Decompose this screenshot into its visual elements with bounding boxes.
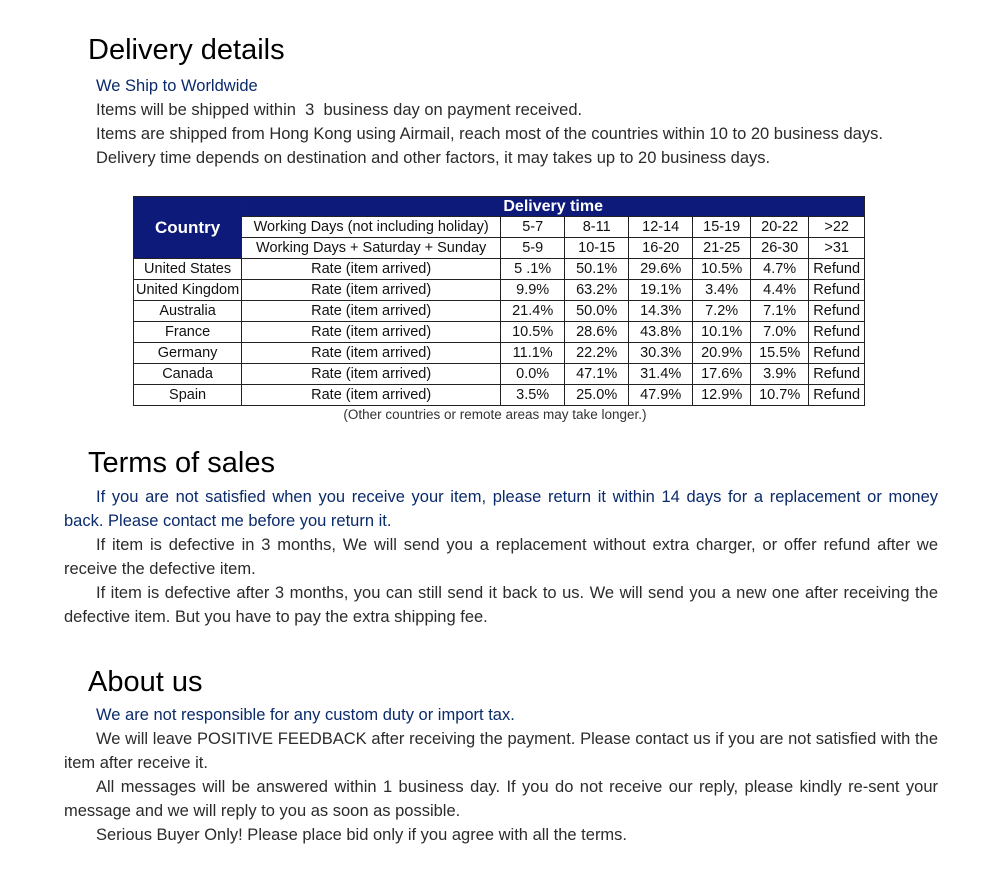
table-cell: >31 — [809, 238, 865, 259]
table-cell: 7.1% — [751, 301, 809, 322]
country-cell: France — [134, 322, 242, 343]
table-cell: 7.2% — [693, 301, 751, 322]
table-cell: 30.3% — [629, 343, 693, 364]
rate-label-cell: Rate (item arrived) — [242, 301, 501, 322]
working-days-row — [134, 217, 865, 238]
table-cell: Refund — [809, 322, 865, 343]
table-cell: 50.1% — [565, 259, 629, 280]
table-cell: 20-22 — [751, 217, 809, 238]
all-days-row — [134, 238, 865, 259]
delivery-line-2: Items are shipped from Hong Kong using Airmail, reach most of the countries within 10 to 20 business days. — [96, 125, 883, 143]
table-row — [134, 301, 865, 322]
terms-paragraph-2: If item is defective in 3 months, We will send you a replacement without extra charger, or offer refund after we receive the defective item. — [64, 536, 938, 578]
table-cell: 28.6% — [565, 322, 629, 343]
table-cell: 31.4% — [629, 364, 693, 385]
about-heading: About us — [88, 666, 203, 698]
table-header-row — [134, 197, 865, 217]
table-cell: 5-7 — [501, 217, 565, 238]
working-days-label: Working Days (not including holiday) — [242, 217, 501, 238]
table-cell: Refund — [809, 364, 865, 385]
table-cell: 43.8% — [629, 322, 693, 343]
rate-label-cell: Rate (item arrived) — [242, 280, 501, 301]
country-cell: United States — [134, 259, 242, 280]
table-row — [134, 322, 865, 343]
about-paragraph-1: We will leave POSITIVE FEEDBACK after receiving the payment. Please contact us if you are not satisfied with the item after receive it. — [64, 730, 938, 772]
table-row — [134, 343, 865, 364]
table-cell: 3.9% — [751, 364, 809, 385]
table-cell: Refund — [809, 280, 865, 301]
table-row — [134, 259, 865, 280]
delivery-time-table — [133, 196, 865, 406]
table-cell: 19.1% — [629, 280, 693, 301]
table-cell: 11.1% — [501, 343, 565, 364]
table-cell: 10.5% — [501, 322, 565, 343]
table-row — [134, 385, 865, 406]
table-cell: Refund — [809, 301, 865, 322]
ship-worldwide-line: We Ship to Worldwide — [96, 77, 258, 95]
all-days-label: Working Days + Saturday + Sunday — [242, 238, 501, 259]
table-cell: 17.6% — [693, 364, 751, 385]
table-cell: 20.9% — [693, 343, 751, 364]
table-cell: 3.4% — [693, 280, 751, 301]
table-cell: 21-25 — [693, 238, 751, 259]
country-cell: Spain — [134, 385, 242, 406]
table-cell: 4.4% — [751, 280, 809, 301]
table-row — [134, 364, 865, 385]
table-row — [134, 280, 865, 301]
table-cell: Refund — [809, 259, 865, 280]
country-cell: Canada — [134, 364, 242, 385]
country-cell: Australia — [134, 301, 242, 322]
table-cell: 25.0% — [565, 385, 629, 406]
delivery-line-3: Delivery time depends on destination and other factors, it may takes up to 20 business days. — [96, 149, 771, 167]
table-cell: 10.7% — [751, 385, 809, 406]
delivery-time-header: Delivery time — [242, 197, 865, 217]
table-cell: 10.1% — [693, 322, 751, 343]
delivery-line-1: Items will be shipped within 3 business day on payment received. — [96, 101, 583, 119]
table-cell: 5-9 — [501, 238, 565, 259]
terms-heading: Terms of sales — [88, 447, 275, 479]
about-duty-line: We are not responsible for any custom duty or import tax. — [96, 706, 515, 724]
table-cell: 3.5% — [501, 385, 565, 406]
terms-paragraph-1: If you are not satisfied when you receive your item, please return it within 14 days for a replacement or money back. Please contact me before you return it. — [64, 488, 938, 530]
delivery-heading: Delivery details — [88, 34, 285, 66]
table-cell: 16-20 — [629, 238, 693, 259]
table-cell: 21.4% — [501, 301, 565, 322]
rate-label-cell: Rate (item arrived) — [242, 343, 501, 364]
table-cell: Refund — [809, 343, 865, 364]
table-cell: 9.9% — [501, 280, 565, 301]
table-cell: 15.5% — [751, 343, 809, 364]
table-cell: 22.2% — [565, 343, 629, 364]
rate-label-cell: Rate (item arrived) — [242, 259, 501, 280]
country-cell: United Kingdom — [134, 280, 242, 301]
table-cell: >22 — [809, 217, 865, 238]
table-cell: 0.0% — [501, 364, 565, 385]
rate-label-cell: Rate (item arrived) — [242, 322, 501, 343]
about-paragraph-3: Serious Buyer Only! Please place bid only if you agree with all the terms. — [96, 826, 628, 844]
table-cell: 8-11 — [565, 217, 629, 238]
table-cell: 15-19 — [693, 217, 751, 238]
table-cell: 12.9% — [693, 385, 751, 406]
table-cell: 50.0% — [565, 301, 629, 322]
table-cell: 7.0% — [751, 322, 809, 343]
table-cell: 14.3% — [629, 301, 693, 322]
table-caption: (Other countries or remote areas may take longer.) — [343, 407, 647, 422]
table-cell: 63.2% — [565, 280, 629, 301]
table-cell: 29.6% — [629, 259, 693, 280]
terms-paragraph-3: If item is defective after 3 months, you can still send it back to us. We will send you a new one after receiving the defective item. But you have to pay the extra shipping fee. — [64, 584, 938, 626]
table-cell: Refund — [809, 385, 865, 406]
country-cell: Germany — [134, 343, 242, 364]
table-cell: 10-15 — [565, 238, 629, 259]
table-cell: 5 .1% — [501, 259, 565, 280]
table-cell: 47.9% — [629, 385, 693, 406]
table-cell: 4.7% — [751, 259, 809, 280]
table-cell: 47.1% — [565, 364, 629, 385]
about-paragraph-2: All messages will be answered within 1 business day. If you do not receive our reply, please kindly re-sent your message and we will reply to you as soon as possible. — [64, 778, 938, 820]
rate-label-cell: Rate (item arrived) — [242, 364, 501, 385]
table-cell: 10.5% — [693, 259, 751, 280]
rate-label-cell: Rate (item arrived) — [242, 385, 501, 406]
table-cell: 12-14 — [629, 217, 693, 238]
country-header: Country — [134, 197, 242, 259]
table-cell: 26-30 — [751, 238, 809, 259]
